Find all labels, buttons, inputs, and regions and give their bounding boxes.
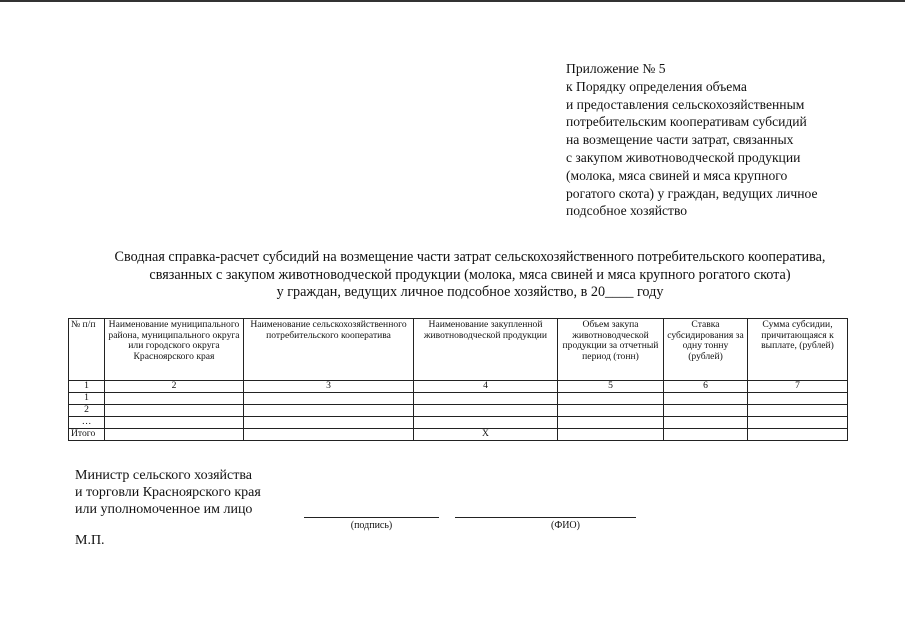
table-cell xyxy=(105,393,244,405)
column-number-row xyxy=(69,381,848,393)
document-title xyxy=(40,249,900,302)
stamp-label: М.П. xyxy=(75,533,105,548)
signature-line xyxy=(304,517,439,518)
table-cell xyxy=(105,405,244,417)
appendix-line: рогатого скота) у граждан, ведущих личное xyxy=(566,185,818,201)
table-cell xyxy=(414,405,558,417)
header-cell: Объем закупа животноводческой продукции за отчетный период (тонн) xyxy=(558,319,664,381)
column-number: 7 xyxy=(748,381,848,393)
appendix-line: потребительским кооперативам субсидий xyxy=(566,114,807,130)
table-cell xyxy=(664,405,748,417)
column-number: 6 xyxy=(664,381,748,393)
header-cell: Наименование сельскохозяйственного потребительского кооператива xyxy=(244,319,414,381)
appendix-line: на возмещение части затрат, связанных xyxy=(566,132,794,148)
table-cell: … xyxy=(69,417,105,429)
table-cell xyxy=(748,405,848,417)
appendix-line: и предоставления сельскохозяйственным xyxy=(566,96,805,112)
total-label: Итого xyxy=(69,429,105,441)
name-caption: (ФИО) xyxy=(550,520,580,531)
table-row xyxy=(69,417,848,429)
total-row xyxy=(69,429,848,441)
table-cell xyxy=(244,405,414,417)
title-line: Сводная справка-расчет субсидий на возмещение части затрат сельскохозяйственного потребительского кооператива, xyxy=(114,249,826,265)
header-cell: Сумма субсидии, причитающаяся к выплате, (рублей) xyxy=(748,319,848,381)
table-cell xyxy=(244,429,414,441)
signer-block xyxy=(75,467,261,518)
page-top-edge xyxy=(0,0,905,2)
table-cell xyxy=(558,417,664,429)
title-line: у граждан, ведущих личное подсобное хозяйство, в 20____ году xyxy=(276,284,664,300)
appendix-block xyxy=(566,60,866,220)
column-number: 3 xyxy=(244,381,414,393)
table-cell: 2 xyxy=(69,405,105,417)
appendix-line: (молока, мяса свиней и мяса крупного xyxy=(566,167,788,183)
appendix-line: к Порядку определения объема xyxy=(566,78,747,94)
column-number: 5 xyxy=(558,381,664,393)
column-number: 4 xyxy=(414,381,558,393)
table-header-row xyxy=(69,319,848,381)
table-cell xyxy=(664,429,748,441)
table-cell xyxy=(664,417,748,429)
table-cell xyxy=(414,393,558,405)
total-mark: X xyxy=(414,429,558,441)
signer-line: и торговли Красноярского края xyxy=(75,485,261,500)
appendix-line: с закупом животноводческой продукции xyxy=(566,149,801,165)
table-row xyxy=(69,393,848,405)
column-number: 2 xyxy=(105,381,244,393)
table-cell xyxy=(244,417,414,429)
header-cell: Ставка субсидирования за одну тонну (рублей) xyxy=(664,319,748,381)
table-cell xyxy=(105,429,244,441)
signature-caption: (подпись) xyxy=(350,520,393,531)
table-row xyxy=(69,405,848,417)
signer-line: Министр сельского хозяйства xyxy=(75,468,252,483)
table-cell xyxy=(748,429,848,441)
appendix-line: Приложение № 5 xyxy=(566,61,666,76)
table-cell xyxy=(558,405,664,417)
header-cell: № п/п xyxy=(69,319,105,381)
name-line xyxy=(455,517,636,518)
appendix-line: подсобное хозяйство xyxy=(566,203,688,219)
table-cell xyxy=(244,393,414,405)
table-cell xyxy=(414,417,558,429)
table-cell xyxy=(105,417,244,429)
signer-line: или уполномоченное им лицо xyxy=(75,502,253,517)
table-cell xyxy=(748,417,848,429)
table-cell xyxy=(558,429,664,441)
table-cell xyxy=(664,393,748,405)
column-number: 1 xyxy=(69,381,105,393)
table-cell xyxy=(748,393,848,405)
header-cell: Наименование закупленной животноводческой продукции xyxy=(414,319,558,381)
title-line: связанных с закупом животноводческой продукции (молока, мяса свиней и мяса крупного рогатого скота) xyxy=(149,266,791,283)
subsidy-table xyxy=(68,318,848,441)
table-cell: 1 xyxy=(69,393,105,405)
table-cell xyxy=(558,393,664,405)
header-cell: Наименование муниципального района, муниципального округа или городского округа Красноярского края xyxy=(105,319,244,381)
